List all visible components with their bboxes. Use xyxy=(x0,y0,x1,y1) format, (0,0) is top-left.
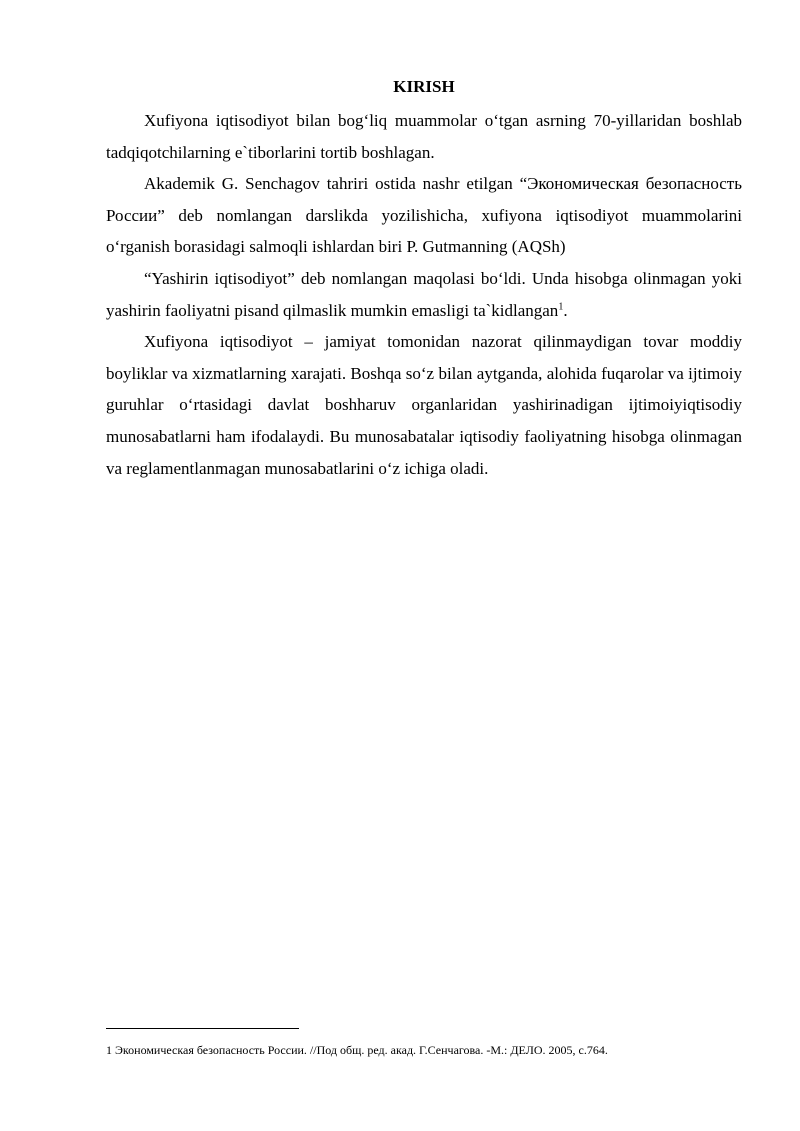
footnote-reference[interactable]: 1 xyxy=(558,300,564,312)
body-text xyxy=(106,105,742,484)
section-heading: KIRISH xyxy=(393,77,455,96)
footnote-separator xyxy=(106,1028,299,1029)
footnote-text: 1 Экономическая безопасность России. //Под общ. ред. акад. Г.Сенчагова. -М.: ДЕЛО. 2005, с.764. xyxy=(106,1043,608,1057)
paragraph-3 xyxy=(106,263,742,326)
paragraph-3-text: “Yashirin iqtisodiyot” deb nomlangan maqolasi bo‘ldi. Unda hisobga olinmagan yoki yashirin faoliyatni pisand qilmaslik mumkin emasligi ta`kidlangan xyxy=(106,268,742,320)
paragraph-3-end: . xyxy=(563,300,568,320)
paragraph-1: Xufiyona iqtisodiyot bilan bog‘liq muammolar o‘tgan asrning 70-yillaridan boshlab tadqiqotchilarning e`tiborlarini tortib boshlagan. xyxy=(106,111,742,162)
paragraph-2: Akademik G. Senchagov tahriri ostida nashr etilgan “Экономическая безопасность России” deb nomlangan darslikda yozilishicha, xufiyona iqtisodiyot muammolarini o‘rganish borasidagi salmoqli ishlardan biri P. Gutmanning (AQSh) xyxy=(106,174,742,257)
paragraph-4: Xufiyona iqtisodiyot – jamiyat tomonidan nazorat qilinmaydigan tovar moddiy boyliklar va xizmatlarning xarajati. Boshqa so‘z bilan aytganda, alohida fuqarolar va ijtimoiy guruhlar o‘rtasidagi davlat boshharuv organlaridan yashirinadigan ijtimoiyiqtisodiy munosabatlarni ham ifodalaydi. Bu munosabatalar iqtisodiy faoliyatning hisobga olinmagan va reglamentlanmagan munosabatlarini o‘z ichiga oladi. xyxy=(106,332,742,478)
